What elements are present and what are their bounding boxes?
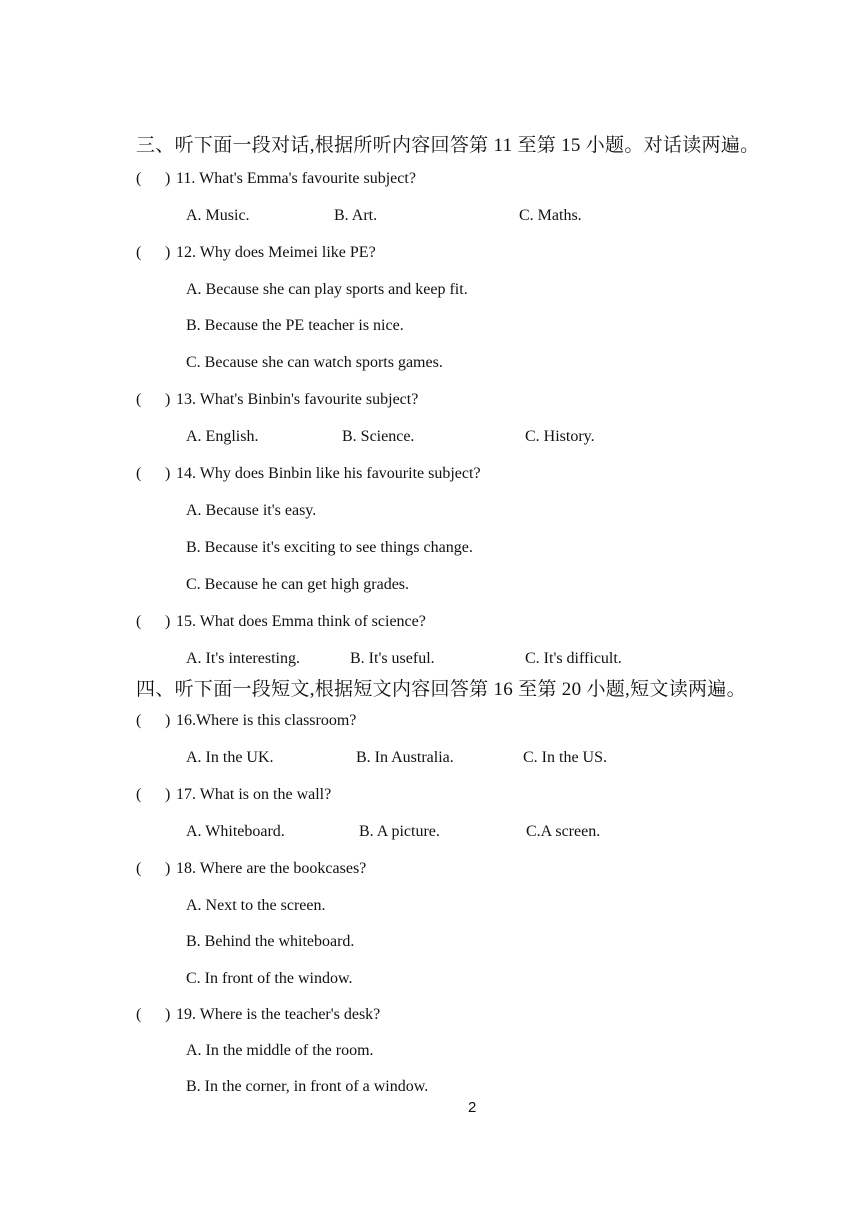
option-c: C. It's difficult. (525, 650, 622, 667)
question-stem: 18. Where are the bookcases? (176, 860, 367, 877)
answer-paren-open: ( (136, 1006, 142, 1023)
option-b: B. Science. (342, 428, 415, 445)
answer-paren-open: ( (136, 712, 142, 729)
answer-paren-close: ) (165, 465, 171, 482)
option-a: A. Music. (186, 207, 250, 224)
option-b: B. It's useful. (350, 650, 435, 667)
answer-paren-close: ) (165, 391, 171, 408)
answer-paren-close: ) (165, 860, 171, 877)
answer-paren-open: ( (136, 613, 142, 630)
option-a: A. It's interesting. (186, 650, 300, 667)
option-b: B. Because the PE teacher is nice. (186, 317, 404, 334)
answer-paren-close: ) (165, 1006, 171, 1023)
question-stem: 15. What does Emma think of science? (176, 613, 426, 630)
answer-paren-close: ) (165, 244, 171, 261)
page-number: 2 (468, 1099, 477, 1116)
option-c: C. Because she can watch sports games. (186, 354, 443, 371)
answer-paren-open: ( (136, 244, 142, 261)
question-stem: 17. What is on the wall? (176, 786, 332, 803)
option-c: C. In the US. (523, 749, 607, 766)
section-4-heading: 四、听下面一段短文,根据短文内容回答第 16 至第 20 小题,短文读两遍。 (136, 679, 746, 700)
option-b: B. A picture. (359, 823, 440, 840)
question-stem: 13. What's Binbin's favourite subject? (176, 391, 419, 408)
answer-paren-open: ( (136, 170, 142, 187)
answer-paren-open: ( (136, 465, 142, 482)
question-stem: 11. What's Emma's favourite subject? (176, 170, 416, 187)
answer-paren-close: ) (165, 786, 171, 803)
option-c: C. Maths. (519, 207, 582, 224)
answer-paren-close: ) (165, 712, 171, 729)
option-a: A. Because it's easy. (186, 502, 317, 519)
option-a: A. In the UK. (186, 749, 274, 766)
option-a: A. Next to the screen. (186, 897, 326, 914)
option-b: B. In the corner, in front of a window. (186, 1078, 429, 1095)
option-c: C. In front of the window. (186, 970, 353, 987)
option-a: A. Whiteboard. (186, 823, 285, 840)
option-c: C. Because he can get high grades. (186, 576, 410, 593)
option-a: A. English. (186, 428, 259, 445)
option-b: B. Behind the whiteboard. (186, 933, 355, 950)
option-c: C. History. (525, 428, 595, 445)
answer-paren-open: ( (136, 391, 142, 408)
option-b: B. Because it's exciting to see things change. (186, 539, 473, 556)
option-b: B. In Australia. (356, 749, 454, 766)
question-stem: 19. Where is the teacher's desk? (176, 1006, 381, 1023)
answer-paren-open: ( (136, 786, 142, 803)
section-3-heading: 三、听下面一段对话,根据所听内容回答第 11 至第 15 小题。对话读两遍。 (136, 135, 760, 156)
answer-paren-close: ) (165, 170, 171, 187)
answer-paren-close: ) (165, 613, 171, 630)
question-stem: 14. Why does Binbin like his favourite subject? (176, 465, 481, 482)
answer-paren-open: ( (136, 860, 142, 877)
option-b: B. Art. (334, 207, 378, 224)
option-a: A. Because she can play sports and keep fit. (186, 281, 468, 298)
option-c: C.A screen. (526, 823, 601, 840)
option-a: A. In the middle of the room. (186, 1042, 374, 1059)
question-stem: 12. Why does Meimei like PE? (176, 244, 376, 261)
question-stem: 16.Where is this classroom? (176, 712, 357, 729)
